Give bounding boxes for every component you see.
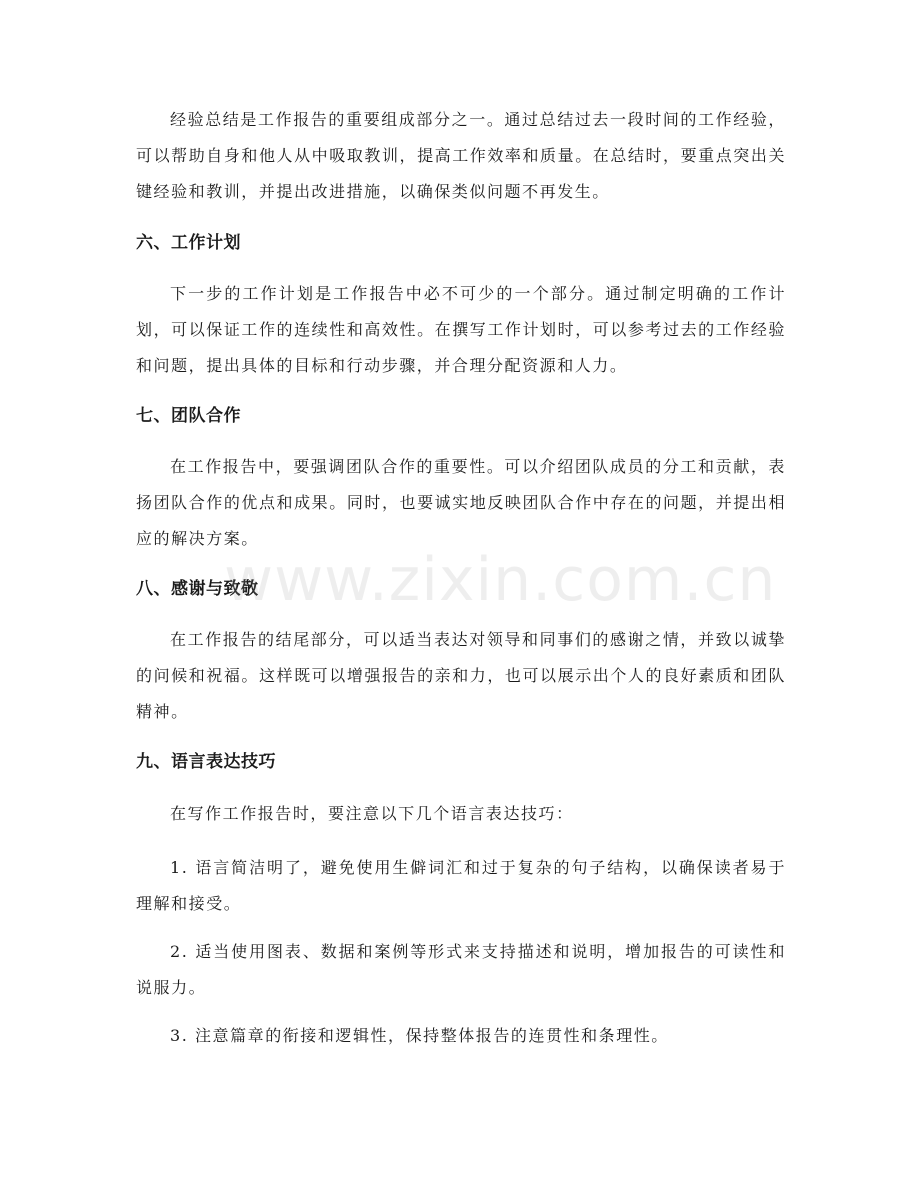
- section-paragraph-thanks: 在工作报告的结尾部分，可以适当表达对领导和同事们的感谢之情，并致以诚挚的问候和祝福。这样既可以增强报告的亲和力，也可以展示出个人的良好素质和团队精神。: [136, 630, 786, 721]
- list-item: 3. 注意篇章的衔接和逻辑性，保持整体报告的连贯性和条理性。: [170, 1026, 669, 1045]
- section-paragraph-language-skills: 在写作工作报告时，要注意以下几个语言表达技巧：: [170, 804, 574, 823]
- intro-paragraph: 经验总结是工作报告的重要组成部分之一。通过总结过去一段时间的工作经验，可以帮助自身和他人从中吸取教训，提高工作效率和质量。在总结时，要重点突出关键经验和教训，并提出改进措施，以确保类似问题不再发生。: [136, 110, 786, 201]
- section-heading-language-skills: 九、语言表达技巧: [136, 752, 276, 772]
- section-paragraph-teamwork: 在工作报告中，要强调团队合作的重要性。可以介绍团队成员的分工和贡献，表扬团队合作的优点和成果。同时，也要诚实地反映团队合作中存在的问题，并提出相应的解决方案。: [136, 457, 786, 548]
- section-heading-thanks: 八、感谢与致敬: [136, 579, 259, 599]
- section-paragraph-work-plan: 下一步的工作计划是工作报告中必不可少的一个部分。通过制定明确的工作计划，可以保证工作的连续性和高效性。在撰写工作计划时，可以参考过去的工作经验和问题，提出具体的目标和行动步骤，并合理分配资源和人力。: [136, 284, 786, 375]
- section-heading-work-plan: 六、工作计划: [136, 233, 241, 253]
- list-item: 2. 适当使用图表、数据和案例等形式来支持描述和说明，增加报告的可读性和说服力。: [136, 942, 786, 997]
- list-item: 1. 语言简洁明了，避免使用生僻词汇和过于复杂的句子结构，以确保读者易于理解和接受。: [136, 858, 786, 913]
- section-heading-teamwork: 七、团队合作: [136, 406, 241, 426]
- watermark-text: www.zixin.com.cn: [224, 545, 777, 615]
